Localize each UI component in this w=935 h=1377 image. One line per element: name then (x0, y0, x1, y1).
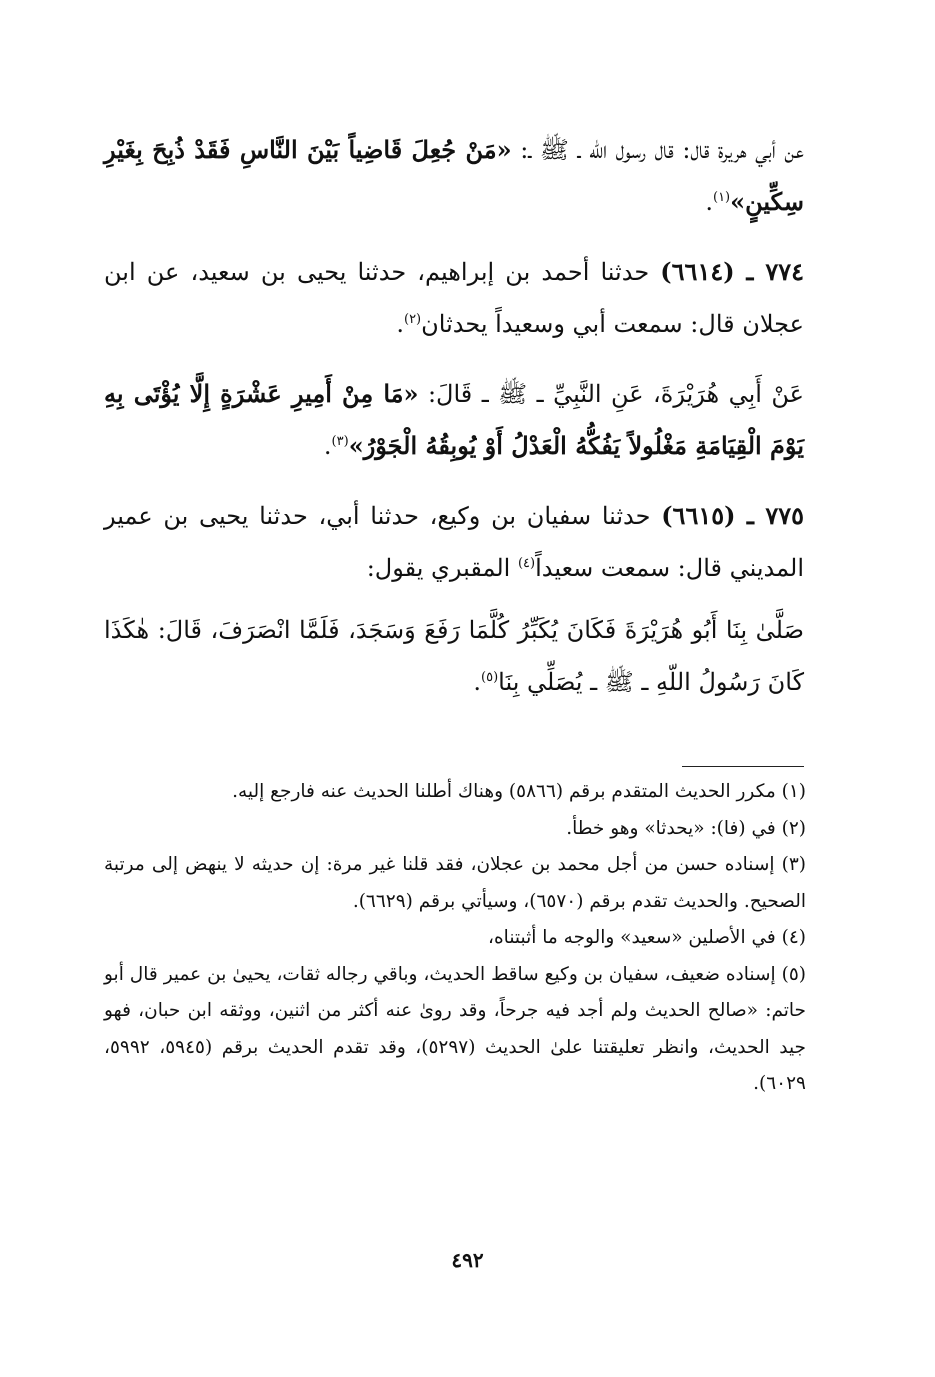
footnote-2 (104, 811, 806, 848)
footnote-marker: (٤) (517, 556, 536, 571)
footnote-text: في الأصلين «سعيد» والوجه ما أثبتناه، (488, 927, 782, 948)
footnote-marker: (١) (712, 190, 731, 205)
hadith-text: «مَنْ جُعِلَ قَاضِياً بَيْنَ النَّاسِ فَقَدْ ذُبِحَ بِغَيْرِ سِكِّينٍ» (104, 135, 804, 216)
footnote-marker: (٢) (403, 312, 422, 327)
paragraph-end: . (473, 668, 482, 696)
footnote-text: مكرر الحديث المتقدم برقم (٥٨٦٦) وهناك أطلنا الحديث عنه فارجع إليه. (232, 781, 782, 802)
footnote-4 (104, 920, 806, 957)
narration-chain: حدثنا سفيان بن وكيع، حدثنا أبي، حدثنا يحيى بن عمير المديني قال: سمعت سعيداً (104, 502, 804, 582)
main-text (104, 118, 804, 708)
footnotes (104, 774, 806, 1103)
footnote-3 (104, 847, 806, 920)
footnote-number: (٤) (781, 927, 806, 948)
hadith-paragraph-1 (104, 124, 804, 228)
paragraph-end: . (323, 432, 332, 460)
footnote-marker: (٣) (331, 434, 349, 449)
hadith-paragraph-3 (104, 368, 804, 472)
hadith-number: ٧٧٥ ـ (٦٦١٥) (661, 501, 804, 530)
footnote-number: (٥) (781, 963, 806, 985)
hadith-text: «مَا مِنْ أَمِيرِ عَشْرَةٍ إِلَّا يُؤْتَى بِهِ يَوْمَ الْقِيَامَةِ مَغْلُولاً يَفُكُّهُ الْعَدْلُ أَوْ يُوبِقُهُ الْجَوْرُ» (104, 379, 804, 460)
hadith-paragraph-4 (104, 490, 804, 594)
hadith-text: صَلَّىٰ بِنَا أَبُو هُرَيْرَةَ فَكَانَ يُكَبِّرُ كُلَّمَا رَفَعَ وَسَجَدَ، فَلَمَّا انْصَرَفَ، قَالَ: هٰكَذَا كَانَ رَسُولُ اللّهِ ـ ﷺ ـ يُصَلِّي بِنَا (104, 616, 804, 696)
footnote-number: (٣) (781, 854, 806, 875)
footnote-marker: (٥) (481, 670, 499, 685)
footnote-text: إسناده ضعيف، سفيان بن وكيع ساقط الحديث، وباقي رجاله ثقات، يحيىٰ بن عمير قال أبو حاتم: «صالح الحديث ولم أجد فيه جرحاً، وقد روىٰ عنه أكثر من اثنين، ووثقه ابن حبان، فهو جيد الحديث، وانظر تعليقتنا علىٰ الحديث (٥٢٩٧)، وقد تقدم الحديث برقم (٥٩٤٥، ٥٩٩٢، ٦٠٢٩). (104, 963, 806, 1094)
footnote-text: في (فا): «يحدثا» وهو خطأ. (566, 817, 782, 839)
footnote-number: (٢) (781, 817, 806, 839)
hadith-number: ٧٧٤ ـ (٦٦١٤) (660, 257, 804, 286)
narration-chain: حدثنا أحمد بن إبراهيم، حدثنا يحيى بن سعيد، عن ابن عجلان قال: سمعت أبي وسعيداً يحدثان (104, 258, 804, 338)
hadith-paragraph-5 (104, 604, 804, 708)
narration-chain: عن أبي هريرة قال: قال رسول اللّه ـ ﷺ ـ: (511, 136, 804, 164)
narration-chain: عَنْ أَبِي هُرَيْرَةَ، عَنِ النَّبِيِّ ـ ﷺ ـ قَالَ: (418, 380, 804, 408)
footnote-text: إسناده حسن من أجل محمد بن عجلان، فقد قلنا غير مرة: إن حديثه لا ينهض إلى مرتبة الصحيح. والحديث تقدم برقم (٦٥٧٠)، وسيأتي برقم (٦٦٢٩). (104, 854, 806, 912)
footnote-1 (104, 774, 806, 811)
footnote-5 (104, 957, 806, 1103)
paragraph-end: المقبري يقول: (366, 554, 518, 582)
paragraph-end: . (396, 310, 404, 338)
page-number: ٤٩٢ (451, 1248, 484, 1272)
footnote-divider (682, 766, 804, 767)
footnote-number: (١) (781, 781, 806, 802)
hadith-paragraph-2 (104, 246, 804, 350)
paragraph-end: . (705, 188, 713, 216)
